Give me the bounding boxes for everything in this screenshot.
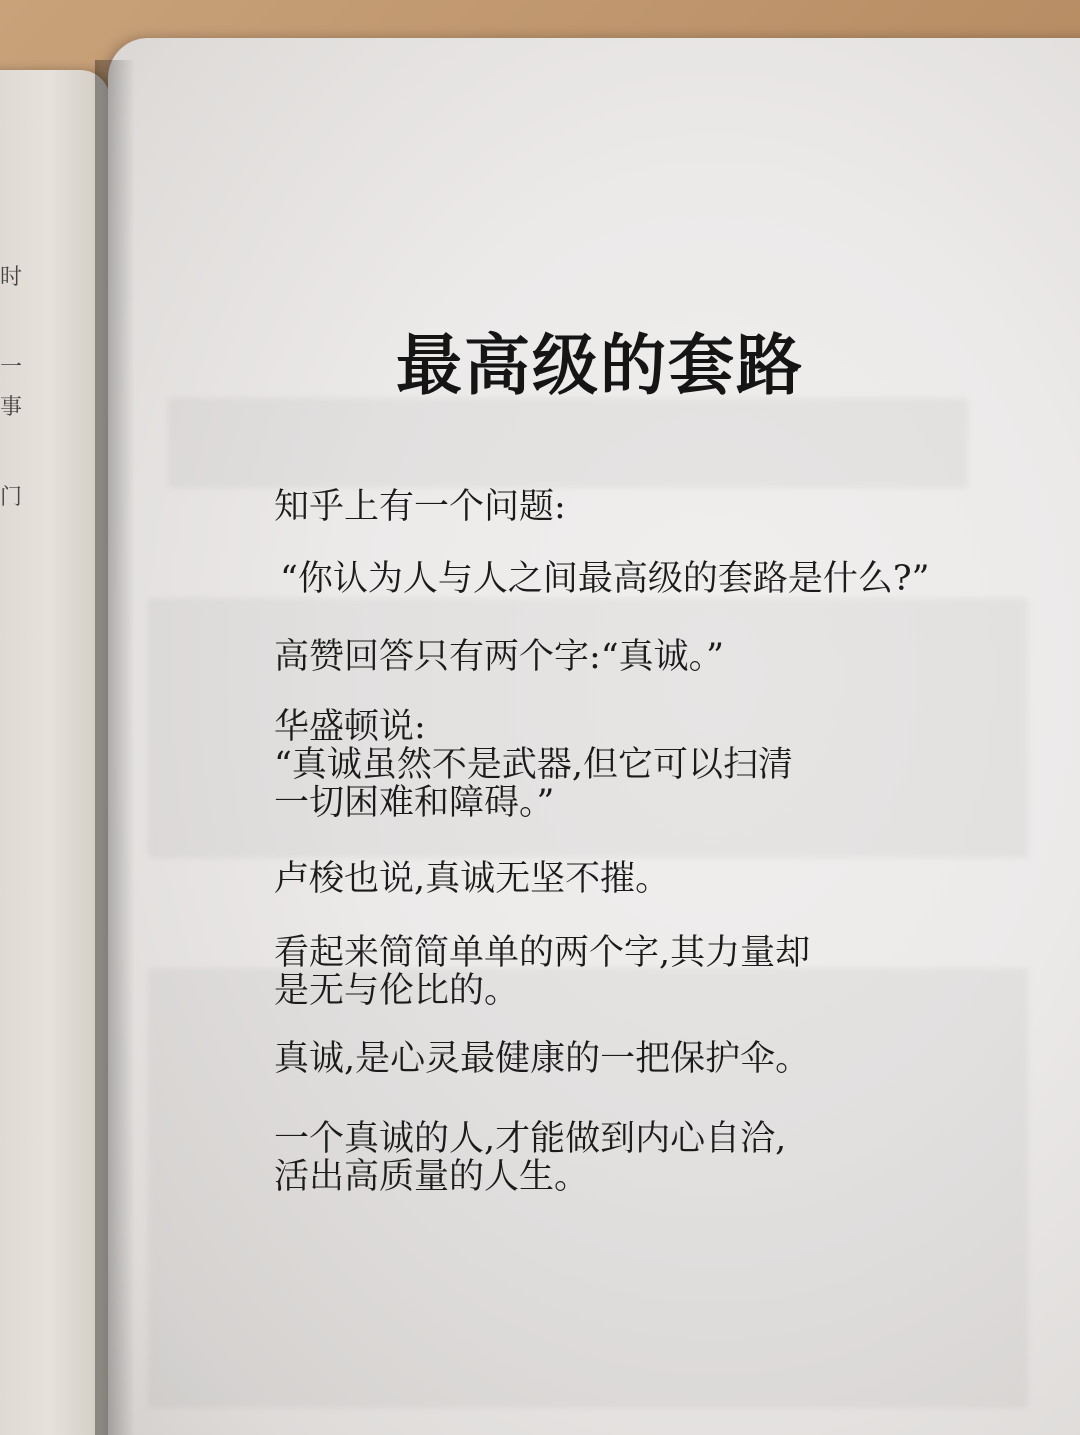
left-page-char: 门 bbox=[0, 485, 23, 510]
paragraph: 卢梭也说,真诚无坚不摧。 bbox=[274, 859, 671, 899]
paragraph: 知乎上有一个问题: bbox=[274, 487, 566, 527]
paragraph: 真诚,是心灵最健康的一把保护伞。 bbox=[274, 1039, 811, 1079]
book-gutter-shadow bbox=[95, 60, 135, 1435]
paragraph: 高赞回答只有两个字:“真诚。” bbox=[274, 637, 725, 677]
paragraph: 华盛顿说: “真诚虽然不是武器,但它可以扫清 一切困难和障碍。” bbox=[274, 707, 794, 823]
paragraph: 看起来简简单单的两个字,其力量却 是无与伦比的。 bbox=[274, 933, 811, 1011]
page-title: 最高级的套路 bbox=[396, 327, 804, 404]
left-page-char: 一 bbox=[0, 355, 23, 380]
left-page-char: 事 bbox=[0, 395, 23, 420]
bleed-through-shadow bbox=[168, 398, 968, 488]
left-page bbox=[0, 70, 110, 1435]
paragraph: “你认为人与人之间最高级的套路是什么?” bbox=[280, 559, 930, 599]
paragraph: 一个真诚的人,才能做到内心自洽, 活出高质量的人生。 bbox=[274, 1119, 787, 1197]
left-page-char: 时 bbox=[0, 265, 23, 290]
